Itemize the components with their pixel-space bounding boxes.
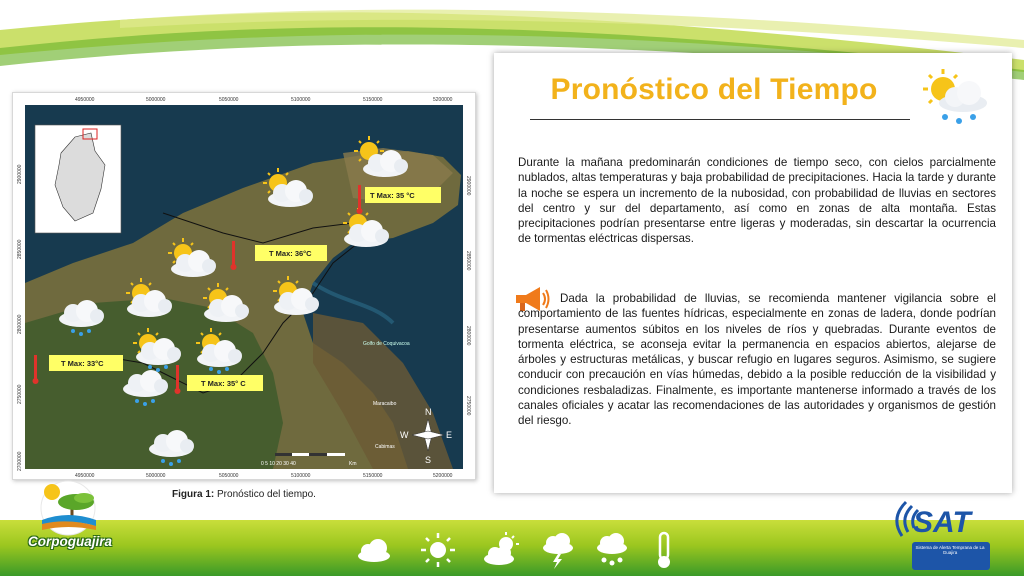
- place-label: Cabimas: [375, 444, 395, 450]
- x-tick: 5100000: [291, 473, 311, 479]
- rain-icon: [592, 530, 632, 570]
- svg-text:E: E: [446, 430, 453, 440]
- caption-label: Figura 1:: [172, 489, 215, 500]
- x-tick: 5200000: [433, 97, 453, 103]
- svg-text:Km: Km: [349, 461, 357, 467]
- temp-label: [255, 245, 327, 261]
- x-tick: 5000000: [146, 97, 166, 103]
- x-tick: 5050000: [219, 473, 239, 479]
- x-tick: 5050000: [219, 97, 239, 103]
- place-label: Maracaibo: [373, 401, 397, 407]
- inset-map: [35, 125, 121, 233]
- svg-text:W: W: [400, 430, 409, 440]
- y-tick: 2800000: [17, 314, 23, 334]
- x-tick: 4950000: [75, 97, 95, 103]
- place-label: Golfo de Coquivacoa: [363, 341, 410, 347]
- x-tick: 5000000: [146, 473, 166, 479]
- corpoguajira-wordmark: Corpoguajira: [28, 534, 113, 549]
- title-divider: [530, 119, 910, 120]
- svg-text:N: N: [425, 407, 432, 417]
- recommendation-paragraph: Dada la probabilidad de lluvias, se recomienda mantener vigilancia sobre el comportamiento de las fuentes hídricas, especialmente en zonas de ladera, donde podrían presentarse aumentos súbitos en los niveles de ríos y quebradas. Durante eventos de tormenta eléctrica, se aconseja evitar la permanencia en espacios abiertos, alejarse de árboles y estructuras metálicas, y buscar refugio en lugares seguros. Asimismo, se sugiere conducir con precaución en vías húmedas, debido a la posible reducción de la visibilidad y condiciones resbaladizas. Finalmente, es importante mantenerse informado a través de los canales oficiales y acatar las recomendaciones de las autoridades y organismos de gestión del riesgo.: [518, 292, 996, 428]
- x-tick: 5100000: [291, 97, 311, 103]
- svg-text:T Max: 36°C: T Max: 36°C: [269, 249, 312, 258]
- sat-subtitle: Sistema de Alerta Temprana de La Guajira: [915, 545, 985, 555]
- y-tick: 2750000: [17, 384, 23, 404]
- temp-label: [365, 187, 441, 203]
- x-tick: 5150000: [363, 97, 383, 103]
- x-tick: 4950000: [75, 473, 95, 479]
- x-tick: 5200000: [433, 473, 453, 479]
- svg-text:0 5 10 20 30 40: 0 5 10 20 30 40: [261, 461, 296, 467]
- thermometer-icon: [644, 530, 684, 570]
- cloud-icon: [354, 530, 394, 570]
- storm-icon: [538, 530, 578, 570]
- y-tick: 2900000: [465, 176, 471, 196]
- y-tick: 2700000: [17, 451, 23, 471]
- forecast-map: [12, 92, 476, 480]
- y-tick: 2900000: [17, 164, 23, 184]
- y-tick: 2800000: [465, 326, 471, 346]
- y-tick: 2850000: [465, 251, 471, 271]
- forecast-panel: [494, 53, 1012, 493]
- svg-text:T Max: 35° C: T Max: 35° C: [201, 379, 246, 388]
- x-tick: 5150000: [363, 473, 383, 479]
- sun-icon: [418, 530, 458, 570]
- y-tick: 2850000: [17, 239, 23, 259]
- svg-text:S: S: [425, 455, 432, 465]
- partly-cloudy-icon: [482, 530, 522, 570]
- y-tick: 2750000: [465, 396, 471, 416]
- temp-label: [187, 375, 263, 391]
- temp-label: [49, 355, 123, 371]
- corpoguajira-logo: [22, 478, 132, 538]
- partly-rainy-icon: [919, 67, 991, 127]
- page-title: Pronóstico del Tiempo: [550, 73, 878, 106]
- caption-text: Pronóstico del tiempo.: [214, 489, 316, 500]
- svg-text:T Max: 33°C: T Max: 33°C: [61, 359, 104, 368]
- forecast-paragraph: Durante la mañana predominarán condiciones de tiempo seco, con cielos parcialmente nublados, altas temperaturas y baja probabilidad de precipitaciones. Hacia la tarde y durante la noche se espera un incremento de la nubosidad, con probabilidad de lluvias en sectores del centro y sur del departamento, así como en zonas de alta montaña. Estas precipitaciones podrían presentarse entre ligeras y moderadas, sin descartar la ocurrencia de tormentas eléctricas dispersas.: [518, 156, 996, 246]
- figure-caption: [172, 489, 316, 500]
- sat-wordmark: SAT: [913, 506, 971, 539]
- svg-text:T Max: 35 °C: T Max: 35 °C: [370, 191, 415, 200]
- footer: [0, 520, 1024, 576]
